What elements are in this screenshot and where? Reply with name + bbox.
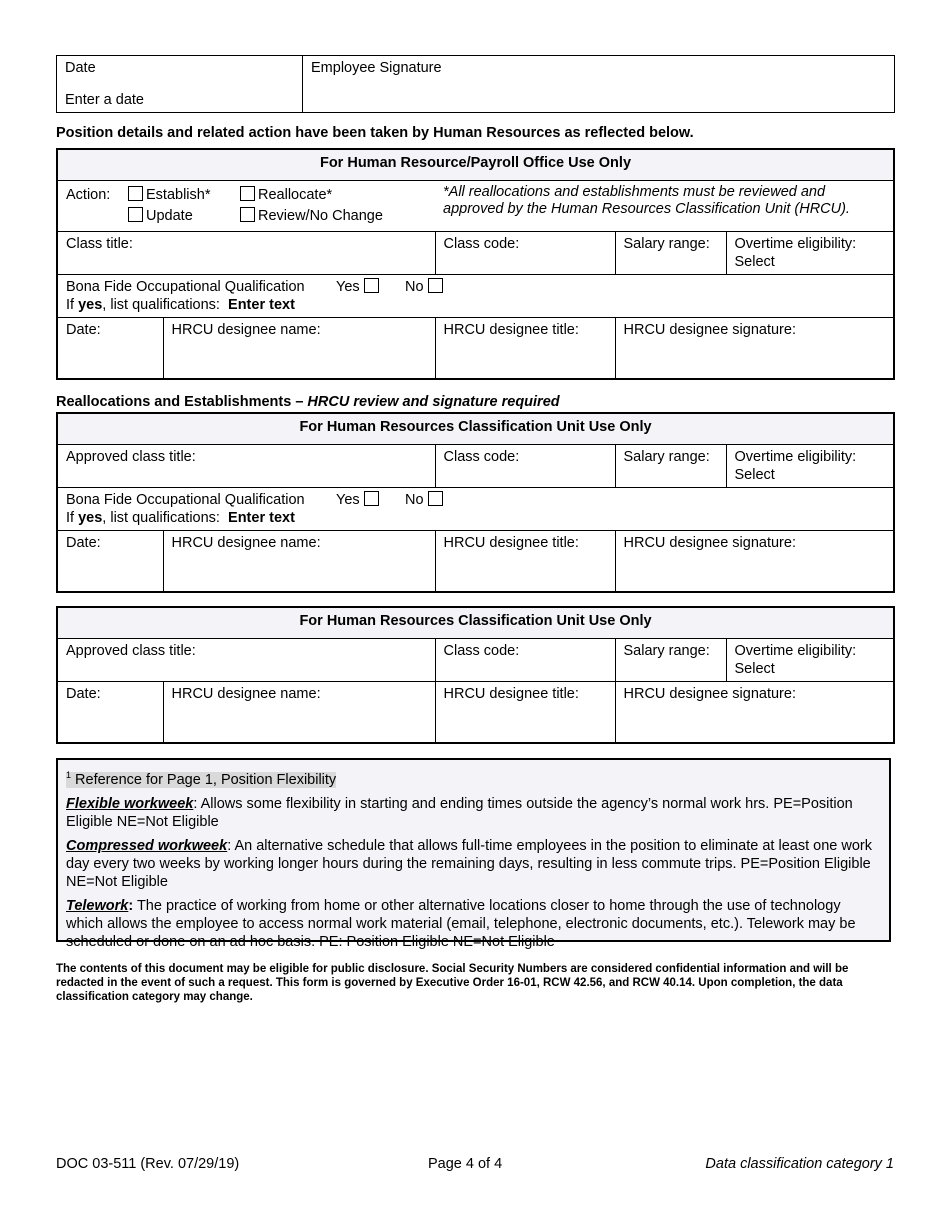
approved-class-title-label: Approved class title: — [66, 643, 196, 659]
designee-name-field[interactable] — [163, 682, 435, 744]
date-label: Date: — [66, 686, 101, 702]
bfoq-no-label: No — [405, 279, 424, 295]
bfoq-no-label: No — [405, 492, 424, 508]
payroll-table-header: For Human Resource/Payroll Office Use Only — [57, 149, 894, 181]
class-code-label: Class code: — [443, 643, 520, 659]
reallocations-title-main: Reallocations and Establishments – — [56, 394, 308, 410]
designee-signature-field[interactable] — [615, 531, 894, 593]
signature-table — [56, 55, 895, 113]
designee-name-label: HRCU designee name: — [171, 322, 321, 338]
overtime-label: Overtime eligibility: — [734, 236, 857, 252]
compressed-workweek-definition — [66, 837, 881, 891]
designee-name-label: HRCU designee name: — [171, 686, 321, 702]
data-classification: Data classification category 1 — [705, 1156, 894, 1172]
flexible-workweek-text: : Allows some flexibility in starting and ending times outside the agency’s normal work hrs. PE=Position Eligible NE=Not Eligible — [66, 795, 853, 830]
hrcu-table-1-header: For Human Resources Classification Unit Use Only — [57, 413, 894, 445]
date-field[interactable] — [57, 318, 163, 380]
review-checkbox[interactable] — [240, 207, 255, 222]
overtime-label: Overtime eligibility: — [734, 643, 857, 659]
designee-signature-field[interactable] — [615, 682, 894, 744]
designee-name-field[interactable] — [163, 318, 435, 380]
action-label: Action: — [66, 187, 111, 203]
reallocate-option[interactable] — [240, 186, 332, 204]
designee-title-field[interactable] — [435, 682, 615, 744]
telework-text: The practice of working from home or other alternative locations closer to home through the use of technology which allows the employee to access normal work material (email, telephone, electronic documents, etc.). Telework may be scheduled or done on an ad hoc basis. PE: Position Eligible NE=Not Eligible — [66, 897, 856, 950]
review-option[interactable] — [240, 207, 383, 225]
employee-signature-label: Employee Signature — [311, 60, 442, 76]
designee-title-field[interactable] — [435, 531, 615, 593]
payroll-office-table — [56, 148, 895, 380]
designee-title-label: HRCU designee title: — [443, 686, 579, 702]
designee-name-label: HRCU designee name: — [171, 535, 321, 551]
date-field[interactable]: Enter a date — [65, 92, 144, 108]
action-cell — [57, 181, 435, 232]
class-code-field[interactable] — [435, 639, 615, 682]
designee-signature-label: HRCU designee signature: — [623, 535, 796, 551]
qualifications-input[interactable]: Enter text — [228, 297, 295, 313]
overtime-select[interactable]: Select — [734, 467, 775, 483]
if-suffix: , list qualifications: — [102, 510, 220, 526]
if-yes: yes — [78, 297, 103, 313]
reallocate-checkbox[interactable] — [240, 186, 255, 201]
bfoq-qualifications — [66, 296, 885, 314]
reference-heading — [66, 766, 881, 789]
telework-term: Telework — [66, 897, 129, 914]
overtime-select[interactable]: Select — [734, 661, 775, 677]
update-option[interactable] — [128, 207, 193, 225]
bfoq-yes-checkbox[interactable] — [364, 491, 379, 506]
designee-name-field[interactable] — [163, 531, 435, 593]
class-title-field[interactable] — [57, 232, 435, 275]
bfoq-no-option[interactable] — [405, 278, 446, 296]
designee-title-field[interactable] — [435, 318, 615, 380]
qualifications-input[interactable]: Enter text — [228, 510, 295, 526]
compressed-workweek-text: : An alternative schedule that allows full-time employees in the position to eliminate at least one work day every two weeks by working longer hours during the remaining days, resulting in less commute trips. PE=Position Eligible NE=Not Eligible — [66, 837, 872, 890]
salary-range-field[interactable] — [615, 445, 726, 488]
telework-definition — [66, 897, 881, 951]
date-label: Date: — [66, 535, 101, 551]
overtime-label: Overtime eligibility: — [734, 449, 857, 465]
designee-title-label: HRCU designee title: — [443, 535, 579, 551]
salary-range-label: Salary range: — [623, 643, 710, 659]
designee-signature-label: HRCU designee signature: — [623, 686, 796, 702]
approved-class-title-field[interactable] — [57, 639, 435, 682]
page-number: Page 4 of 4 — [428, 1156, 503, 1172]
overtime-field[interactable] — [726, 232, 894, 275]
flexible-workweek-term: Flexible workweek — [66, 795, 194, 812]
doc-id: DOC 03-511 (Rev. 07/29/19) — [56, 1156, 240, 1172]
bfoq-cell — [57, 275, 894, 318]
class-code-label: Class code: — [443, 236, 520, 252]
bfoq-yes-label: Yes — [336, 492, 360, 508]
bfoq-label: Bona Fide Occupational Qualification — [66, 492, 305, 508]
update-checkbox[interactable] — [128, 207, 143, 222]
bfoq-no-option[interactable] — [405, 491, 446, 509]
reallocations-title-note: HRCU review and signature required — [307, 394, 560, 410]
review-note: *All reallocations and establishments must be reviewed and approved by the Human Resources Classification Unit (HRCU). — [435, 181, 894, 232]
compressed-workweek-term: Compressed workweek — [66, 837, 228, 854]
if-yes: yes — [78, 510, 103, 526]
establish-option[interactable] — [128, 186, 210, 204]
reallocate-label: Reallocate* — [258, 187, 333, 203]
designee-signature-label: HRCU designee signature: — [623, 322, 796, 338]
if-suffix: , list qualifications: — [102, 297, 220, 313]
overtime-field[interactable] — [726, 445, 894, 488]
class-code-field[interactable] — [435, 232, 615, 275]
bfoq-label: Bona Fide Occupational Qualification — [66, 279, 305, 295]
disclosure-notice: The contents of this document may be eligible for public disclosure. Social Security Numbers are considered confidential information and will be redacted in the event of such a request. This form is governed by Executive Order 16-01, RCW 42.56, and RCW 40.14. Upon completion, the data classification category may change. — [56, 963, 849, 1003]
establish-label: Establish* — [146, 187, 211, 203]
bfoq-yes-option[interactable] — [336, 278, 382, 296]
reallocations-title — [56, 394, 560, 410]
date-label: Date: — [66, 322, 101, 338]
salary-range-field[interactable] — [615, 232, 726, 275]
class-code-label: Class code: — [443, 449, 520, 465]
approved-class-title-label: Approved class title: — [66, 449, 196, 465]
salary-range-label: Salary range: — [623, 449, 710, 465]
bfoq-cell — [57, 488, 894, 531]
hrcu-table-2 — [56, 606, 895, 744]
employee-signature-field[interactable] — [303, 56, 895, 113]
hrcu-table-2-header: For Human Resources Classification Unit Use Only — [57, 607, 894, 639]
designee-title-label: HRCU designee title: — [443, 322, 579, 338]
bfoq-no-checkbox[interactable] — [428, 491, 443, 506]
footnote-marker: 1 — [66, 770, 72, 780]
bfoq-no-checkbox[interactable] — [428, 278, 443, 293]
date-field[interactable] — [57, 531, 163, 593]
salary-range-label: Salary range: — [623, 236, 710, 252]
overtime-field[interactable] — [726, 639, 894, 682]
update-label: Update — [146, 208, 193, 224]
hr-statement: Position details and related action have been taken by Human Resources as reflected below. — [56, 125, 694, 141]
telework-colon: : — [128, 897, 134, 914]
approved-class-title-field[interactable] — [57, 445, 435, 488]
if-prefix: If — [66, 510, 75, 526]
establish-checkbox[interactable] — [128, 186, 143, 201]
bfoq-yes-label: Yes — [336, 279, 360, 295]
date-cell — [57, 56, 303, 113]
overtime-select[interactable]: Select — [734, 254, 775, 270]
date-field[interactable] — [57, 682, 163, 744]
bfoq-yes-option[interactable] — [336, 491, 382, 509]
flexible-workweek-definition — [66, 795, 881, 831]
designee-signature-field[interactable] — [615, 318, 894, 380]
bfoq-qualifications — [66, 509, 885, 527]
bfoq-yes-checkbox[interactable] — [364, 278, 379, 293]
reference-heading-text: Reference for Page 1, Position Flexibility — [75, 771, 337, 788]
class-code-field[interactable] — [435, 445, 615, 488]
date-label: Date — [65, 60, 96, 76]
position-flexibility-reference — [56, 758, 891, 950]
salary-range-field[interactable] — [615, 639, 726, 682]
if-prefix: If — [66, 297, 75, 313]
hrcu-table-1 — [56, 412, 895, 593]
class-title-label: Class title: — [66, 236, 133, 252]
review-label: Review/No Change — [258, 208, 383, 224]
